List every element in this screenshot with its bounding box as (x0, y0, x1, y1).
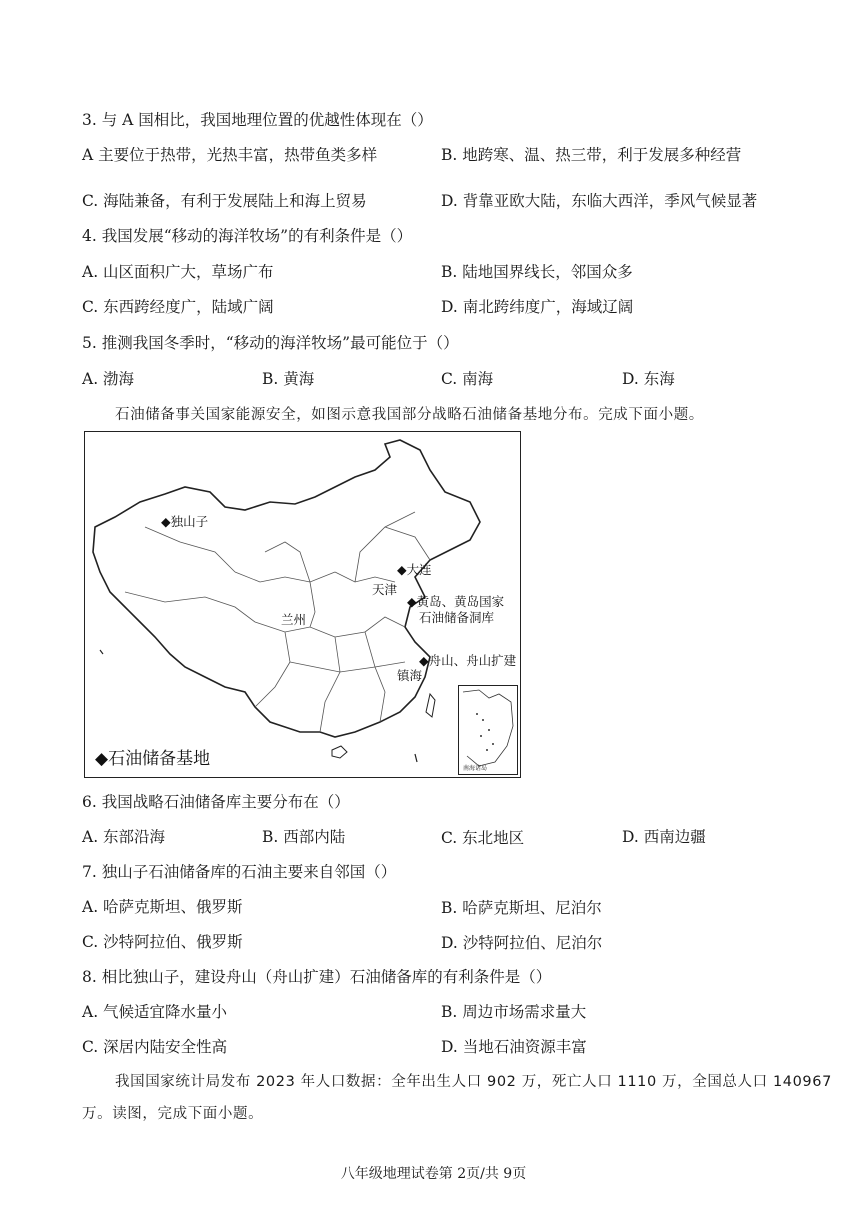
question-7-option-b: B. 哈萨克斯坦、尼泊尔 (441, 899, 602, 917)
question-5-option-b: B. 黄海 (262, 370, 315, 388)
label-zhenhai: 镇海 (397, 668, 423, 683)
label-dushanzi: ◆独山子 (161, 514, 209, 529)
question-3-option-d: D. 背靠亚欧大陆，东临大西洋，季风气候显著 (441, 192, 758, 210)
question-6-stem: 6. 我国战略石油储备库主要分布在（） (82, 793, 350, 811)
question-3-option-a: A 主要位于热带，光热丰富，热带鱼类多样 (82, 146, 378, 164)
question-3-option-c: C. 海陆兼备，有利于发展陆上和海上贸易 (82, 192, 367, 210)
page-footer: 八年级地理试卷第 2页/共 9页 (340, 1166, 527, 1182)
question-3-stem: 3. 与 A 国相比，我国地理位置的优越性体现在（） (82, 111, 433, 129)
inset-drawing (459, 686, 517, 774)
population-intro-line-1: 我国国家统计局发布 2023 年人口数据：全年出生人口 902 万，死亡人口 1110 万，全国总人口 140967 (115, 1074, 832, 1090)
question-4-option-c: C. 东西跨经度广，陆域广阔 (82, 298, 274, 316)
question-5-option-c: C. 南海 (441, 370, 494, 388)
question-6-option-d: D. 西南边疆 (622, 828, 706, 846)
question-3-option-b: B. 地跨寒、温、热三带，利于发展多种经营 (441, 146, 742, 164)
question-5-option-a: A. 渤海 (82, 370, 135, 388)
question-7-option-a: A. 哈萨克斯坦、俄罗斯 (82, 898, 243, 916)
label-huangdao: ◆黄岛、黄岛国家 (407, 594, 505, 609)
question-6-option-b: B. 西部内陆 (262, 828, 346, 846)
label-huangdao-reserve: 石油储备洞库 (419, 610, 495, 625)
question-8-option-b: B. 周边市场需求量大 (441, 1003, 587, 1021)
label-lanzhou: 兰州 (281, 612, 307, 627)
label-tianjin: 天津 (372, 582, 398, 597)
question-7-option-c: C. 沙特阿拉伯、俄罗斯 (82, 933, 243, 951)
label-zhoushan: ◆舟山、舟山扩建 (419, 653, 517, 668)
question-8-option-c: C. 深居内陆安全性高 (82, 1038, 228, 1056)
question-4-stem: 4. 我国发展“移动的海洋牧场”的有利条件是（） (82, 227, 413, 245)
question-4-option-a: A. 山区面积广大，草场广布 (82, 263, 274, 281)
question-4-option-b: B. 陆地国界线长，邻国众多 (441, 263, 633, 281)
question-5-stem: 5. 推测我国冬季时，“移动的海洋牧场”最可能位于（） (82, 334, 459, 352)
question-5-option-d: D. 东海 (622, 370, 675, 388)
question-4-option-d: D. 南北跨纬度广，海域辽阔 (441, 298, 634, 316)
map-legend: ◆石油储备基地 (95, 749, 211, 769)
china-oil-reserve-map (84, 431, 521, 778)
question-8-option-d: D. 当地石油资源丰富 (441, 1038, 587, 1056)
question-7-option-d: D. 沙特阿拉伯、尼泊尔 (441, 934, 603, 952)
inset-caption: 南海诸岛 (463, 765, 488, 772)
population-intro-line-2: 万。读图，完成下面小题。 (82, 1106, 264, 1122)
question-8-stem: 8. 相比独山子，建设舟山（舟山扩建）石油储备库的有利条件是（） (82, 968, 552, 986)
south-china-sea-inset (458, 685, 518, 775)
label-dalian: ◆大连 (397, 562, 432, 577)
question-6-option-a: A. 东部沿海 (82, 828, 166, 846)
question-7-stem: 7. 独山子石油储备库的石油主要来自邻国（） (82, 863, 397, 881)
question-6-option-c: C. 东北地区 (441, 829, 525, 847)
question-8-option-a: A. 气候适宜降水量小 (82, 1003, 228, 1021)
map-intro-text: 石油储备事关国家能源安全，如图示意我国部分战略石油储备基地分布。完成下面小题。 (115, 407, 704, 423)
